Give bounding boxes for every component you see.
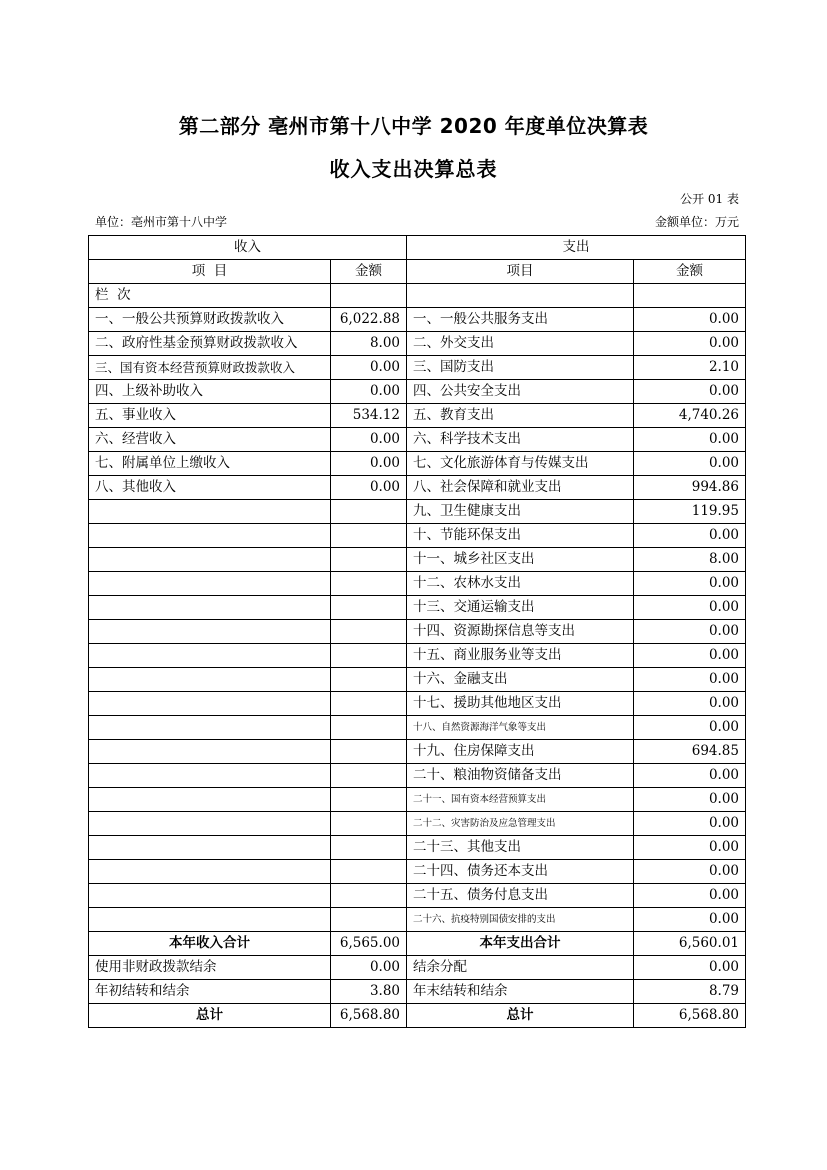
income-item-cell	[89, 620, 331, 644]
grand-total-row	[89, 1004, 746, 1028]
table-row	[89, 956, 746, 980]
expense-item-cell: 七、文化旅游体育与传媒支出	[407, 452, 634, 476]
table-row	[89, 740, 746, 764]
expense-item-cell: 八、社会保障和就业支出	[407, 476, 634, 500]
money-unit-label: 金额单位：万元	[654, 215, 739, 229]
expense-item-cell: 十四、资源勘探信息等支出	[407, 620, 634, 644]
income-amount-cell: 6,565.00	[331, 932, 407, 956]
income-header: 收入	[89, 236, 407, 260]
expense-amount-cell: 0.00	[634, 812, 746, 836]
income-item-cell	[89, 500, 331, 524]
expense-item-cell: 二十五、债务付息支出	[407, 884, 634, 908]
income-item-cell: 使用非财政拨款结余	[89, 956, 331, 980]
expense-amount-cell: 0.00	[634, 380, 746, 404]
income-item-cell	[89, 908, 331, 932]
expense-amount-cell: 0.00	[634, 596, 746, 620]
expense-amount-cell: 0.00	[634, 764, 746, 788]
income-amount-cell: 0.00	[331, 428, 407, 452]
expense-item-cell: 二、外交支出	[407, 332, 634, 356]
income-item-cell	[89, 668, 331, 692]
income-item-header: 项 目	[89, 260, 331, 284]
empty-cell	[331, 284, 407, 308]
expense-amount-cell: 0.00	[634, 644, 746, 668]
income-item-cell	[89, 644, 331, 668]
unit-label: 单位：亳州市第十八中学	[95, 215, 228, 229]
table-row	[89, 428, 746, 452]
table-row	[89, 500, 746, 524]
expense-item-cell: 十七、援助其他地区支出	[407, 692, 634, 716]
expense-item-cell: 十八、自然资源海洋气象等支出	[407, 716, 634, 740]
expense-amount-cell: 0.00	[634, 836, 746, 860]
income-item-cell	[89, 812, 331, 836]
expense-amount-cell: 0.00	[634, 908, 746, 932]
income-item-cell: 一、一般公共预算财政拨款收入	[89, 308, 331, 332]
income-item-cell: 二、政府性基金预算财政拨款收入	[89, 332, 331, 356]
expense-item-cell: 三、国防支出	[407, 356, 634, 380]
income-item-cell: 五、事业收入	[89, 404, 331, 428]
expense-item-cell: 二十四、债务还本支出	[407, 860, 634, 884]
income-item-cell	[89, 692, 331, 716]
income-item-cell: 六、经营收入	[89, 428, 331, 452]
year-total-row	[89, 932, 746, 956]
income-amount-cell: 0.00	[331, 380, 407, 404]
expense-item-cell: 结余分配	[407, 956, 634, 980]
expense-item-cell: 一、一般公共服务支出	[407, 308, 634, 332]
income-amount-cell	[331, 644, 407, 668]
income-amount-cell	[331, 548, 407, 572]
income-item-cell	[89, 548, 331, 572]
table-row	[89, 764, 746, 788]
expense-item-cell: 年末结转和结余	[407, 980, 634, 1004]
expense-amount-cell: 0.00	[634, 620, 746, 644]
income-item-cell	[89, 716, 331, 740]
income-item-cell	[89, 764, 331, 788]
table-row	[89, 836, 746, 860]
table-row	[89, 620, 746, 644]
page-title: 第二部分 亳州市第十八中学 2020 年度单位决算表	[178, 114, 649, 138]
income-amount-cell	[331, 836, 407, 860]
table-row	[89, 692, 746, 716]
expense-amount-cell: 0.00	[634, 956, 746, 980]
expense-amount-cell: 0.00	[634, 716, 746, 740]
income-expense-table	[88, 235, 746, 1028]
income-amount-cell	[331, 740, 407, 764]
table-header-row	[89, 236, 746, 260]
income-amount-cell	[331, 716, 407, 740]
table-row	[89, 548, 746, 572]
expense-amount-header: 金额	[634, 260, 746, 284]
table-row	[89, 356, 746, 380]
expense-amount-cell: 0.00	[634, 524, 746, 548]
income-amount-header: 金额	[331, 260, 407, 284]
table-row	[89, 860, 746, 884]
expense-item-cell: 十一、城乡社区支出	[407, 548, 634, 572]
expense-amount-cell: 4,740.26	[634, 404, 746, 428]
expense-amount-cell: 0.00	[634, 332, 746, 356]
income-amount-cell: 0.00	[331, 356, 407, 380]
expense-item-cell: 十二、农林水支出	[407, 572, 634, 596]
income-item-cell	[89, 596, 331, 620]
table-row	[89, 788, 746, 812]
income-amount-cell	[331, 500, 407, 524]
expense-amount-cell: 6,568.80	[634, 1004, 746, 1028]
expense-amount-cell: 0.00	[634, 788, 746, 812]
income-item-cell	[89, 836, 331, 860]
income-amount-cell	[331, 860, 407, 884]
income-item-cell: 四、上级补助收入	[89, 380, 331, 404]
income-item-cell	[89, 572, 331, 596]
expense-item-cell: 总计	[407, 1004, 634, 1028]
income-item-cell	[89, 788, 331, 812]
table-row	[89, 476, 746, 500]
empty-cell	[407, 284, 634, 308]
income-amount-cell	[331, 884, 407, 908]
expense-amount-cell: 0.00	[634, 572, 746, 596]
table-row	[89, 452, 746, 476]
income-item-cell	[89, 740, 331, 764]
table-row	[89, 884, 746, 908]
income-amount-cell	[331, 908, 407, 932]
expense-item-cell: 五、教育支出	[407, 404, 634, 428]
expense-item-cell: 二十二、灾害防治及应急管理支出	[407, 812, 634, 836]
table-row	[89, 812, 746, 836]
income-amount-cell: 8.00	[331, 332, 407, 356]
table-row	[89, 668, 746, 692]
income-item-cell: 三、国有资本经营预算财政拨款收入	[89, 356, 331, 380]
income-amount-cell: 0.00	[331, 452, 407, 476]
column-header-row	[89, 260, 746, 284]
expense-item-cell: 十五、商业服务业等支出	[407, 644, 634, 668]
column-index-row	[89, 284, 746, 308]
table-row	[89, 572, 746, 596]
income-amount-cell	[331, 764, 407, 788]
table-row	[89, 980, 746, 1004]
income-amount-cell	[331, 668, 407, 692]
income-amount-cell: 6,568.80	[331, 1004, 407, 1028]
table-row	[89, 404, 746, 428]
table-row	[89, 332, 746, 356]
expense-amount-cell: 2.10	[634, 356, 746, 380]
expense-amount-cell: 0.00	[634, 884, 746, 908]
expense-item-cell: 十三、交通运输支出	[407, 596, 634, 620]
expense-item-cell: 四、公共安全支出	[407, 380, 634, 404]
income-amount-cell	[331, 620, 407, 644]
income-amount-cell: 6,022.88	[331, 308, 407, 332]
table-row	[89, 716, 746, 740]
income-item-cell: 总计	[89, 1004, 331, 1028]
expense-item-cell: 二十六、抗疫特别国债安排的支出	[407, 908, 634, 932]
column-index-label: 栏 次	[89, 284, 331, 308]
expense-amount-cell: 0.00	[634, 308, 746, 332]
income-item-cell	[89, 524, 331, 548]
table-row	[89, 308, 746, 332]
income-amount-cell	[331, 596, 407, 620]
expense-item-cell: 十六、金融支出	[407, 668, 634, 692]
income-item-cell: 本年收入合计	[89, 932, 331, 956]
table-row	[89, 644, 746, 668]
income-amount-cell	[331, 572, 407, 596]
income-amount-cell	[331, 788, 407, 812]
expense-item-cell: 十九、住房保障支出	[407, 740, 634, 764]
table-row	[89, 596, 746, 620]
expense-item-cell: 十、节能环保支出	[407, 524, 634, 548]
expense-amount-cell: 8.79	[634, 980, 746, 1004]
expense-item-cell: 二十、粮油物资储备支出	[407, 764, 634, 788]
income-item-cell	[89, 884, 331, 908]
table-row	[89, 524, 746, 548]
expense-item-header: 项目	[407, 260, 634, 284]
expense-item-cell: 二十一、国有资本经营预算支出	[407, 788, 634, 812]
expense-amount-cell: 994.86	[634, 476, 746, 500]
expense-amount-cell: 119.95	[634, 500, 746, 524]
expense-amount-cell: 0.00	[634, 452, 746, 476]
expense-item-cell: 本年支出合计	[407, 932, 634, 956]
expense-header: 支出	[407, 236, 746, 260]
expense-amount-cell: 694.85	[634, 740, 746, 764]
table-row	[89, 380, 746, 404]
table-row	[89, 908, 746, 932]
expense-amount-cell: 6,560.01	[634, 932, 746, 956]
income-amount-cell: 0.00	[331, 956, 407, 980]
expense-amount-cell: 0.00	[634, 860, 746, 884]
income-amount-cell	[331, 812, 407, 836]
expense-amount-cell: 0.00	[634, 668, 746, 692]
expense-item-cell: 二十三、其他支出	[407, 836, 634, 860]
income-item-cell: 八、其他收入	[89, 476, 331, 500]
empty-cell	[634, 284, 746, 308]
expense-item-cell: 九、卫生健康支出	[407, 500, 634, 524]
income-item-cell: 七、附属单位上缴收入	[89, 452, 331, 476]
expense-amount-cell: 0.00	[634, 692, 746, 716]
income-amount-cell	[331, 692, 407, 716]
expense-item-cell: 六、科学技术支出	[407, 428, 634, 452]
income-item-cell	[89, 860, 331, 884]
income-amount-cell	[331, 524, 407, 548]
income-amount-cell: 0.00	[331, 476, 407, 500]
table-title: 收入支出决算总表	[329, 157, 498, 181]
income-amount-cell: 534.12	[331, 404, 407, 428]
income-item-cell: 年初结转和结余	[89, 980, 331, 1004]
form-number: 公开 01 表	[680, 192, 739, 206]
expense-amount-cell: 8.00	[634, 548, 746, 572]
expense-amount-cell: 0.00	[634, 428, 746, 452]
income-amount-cell: 3.80	[331, 980, 407, 1004]
